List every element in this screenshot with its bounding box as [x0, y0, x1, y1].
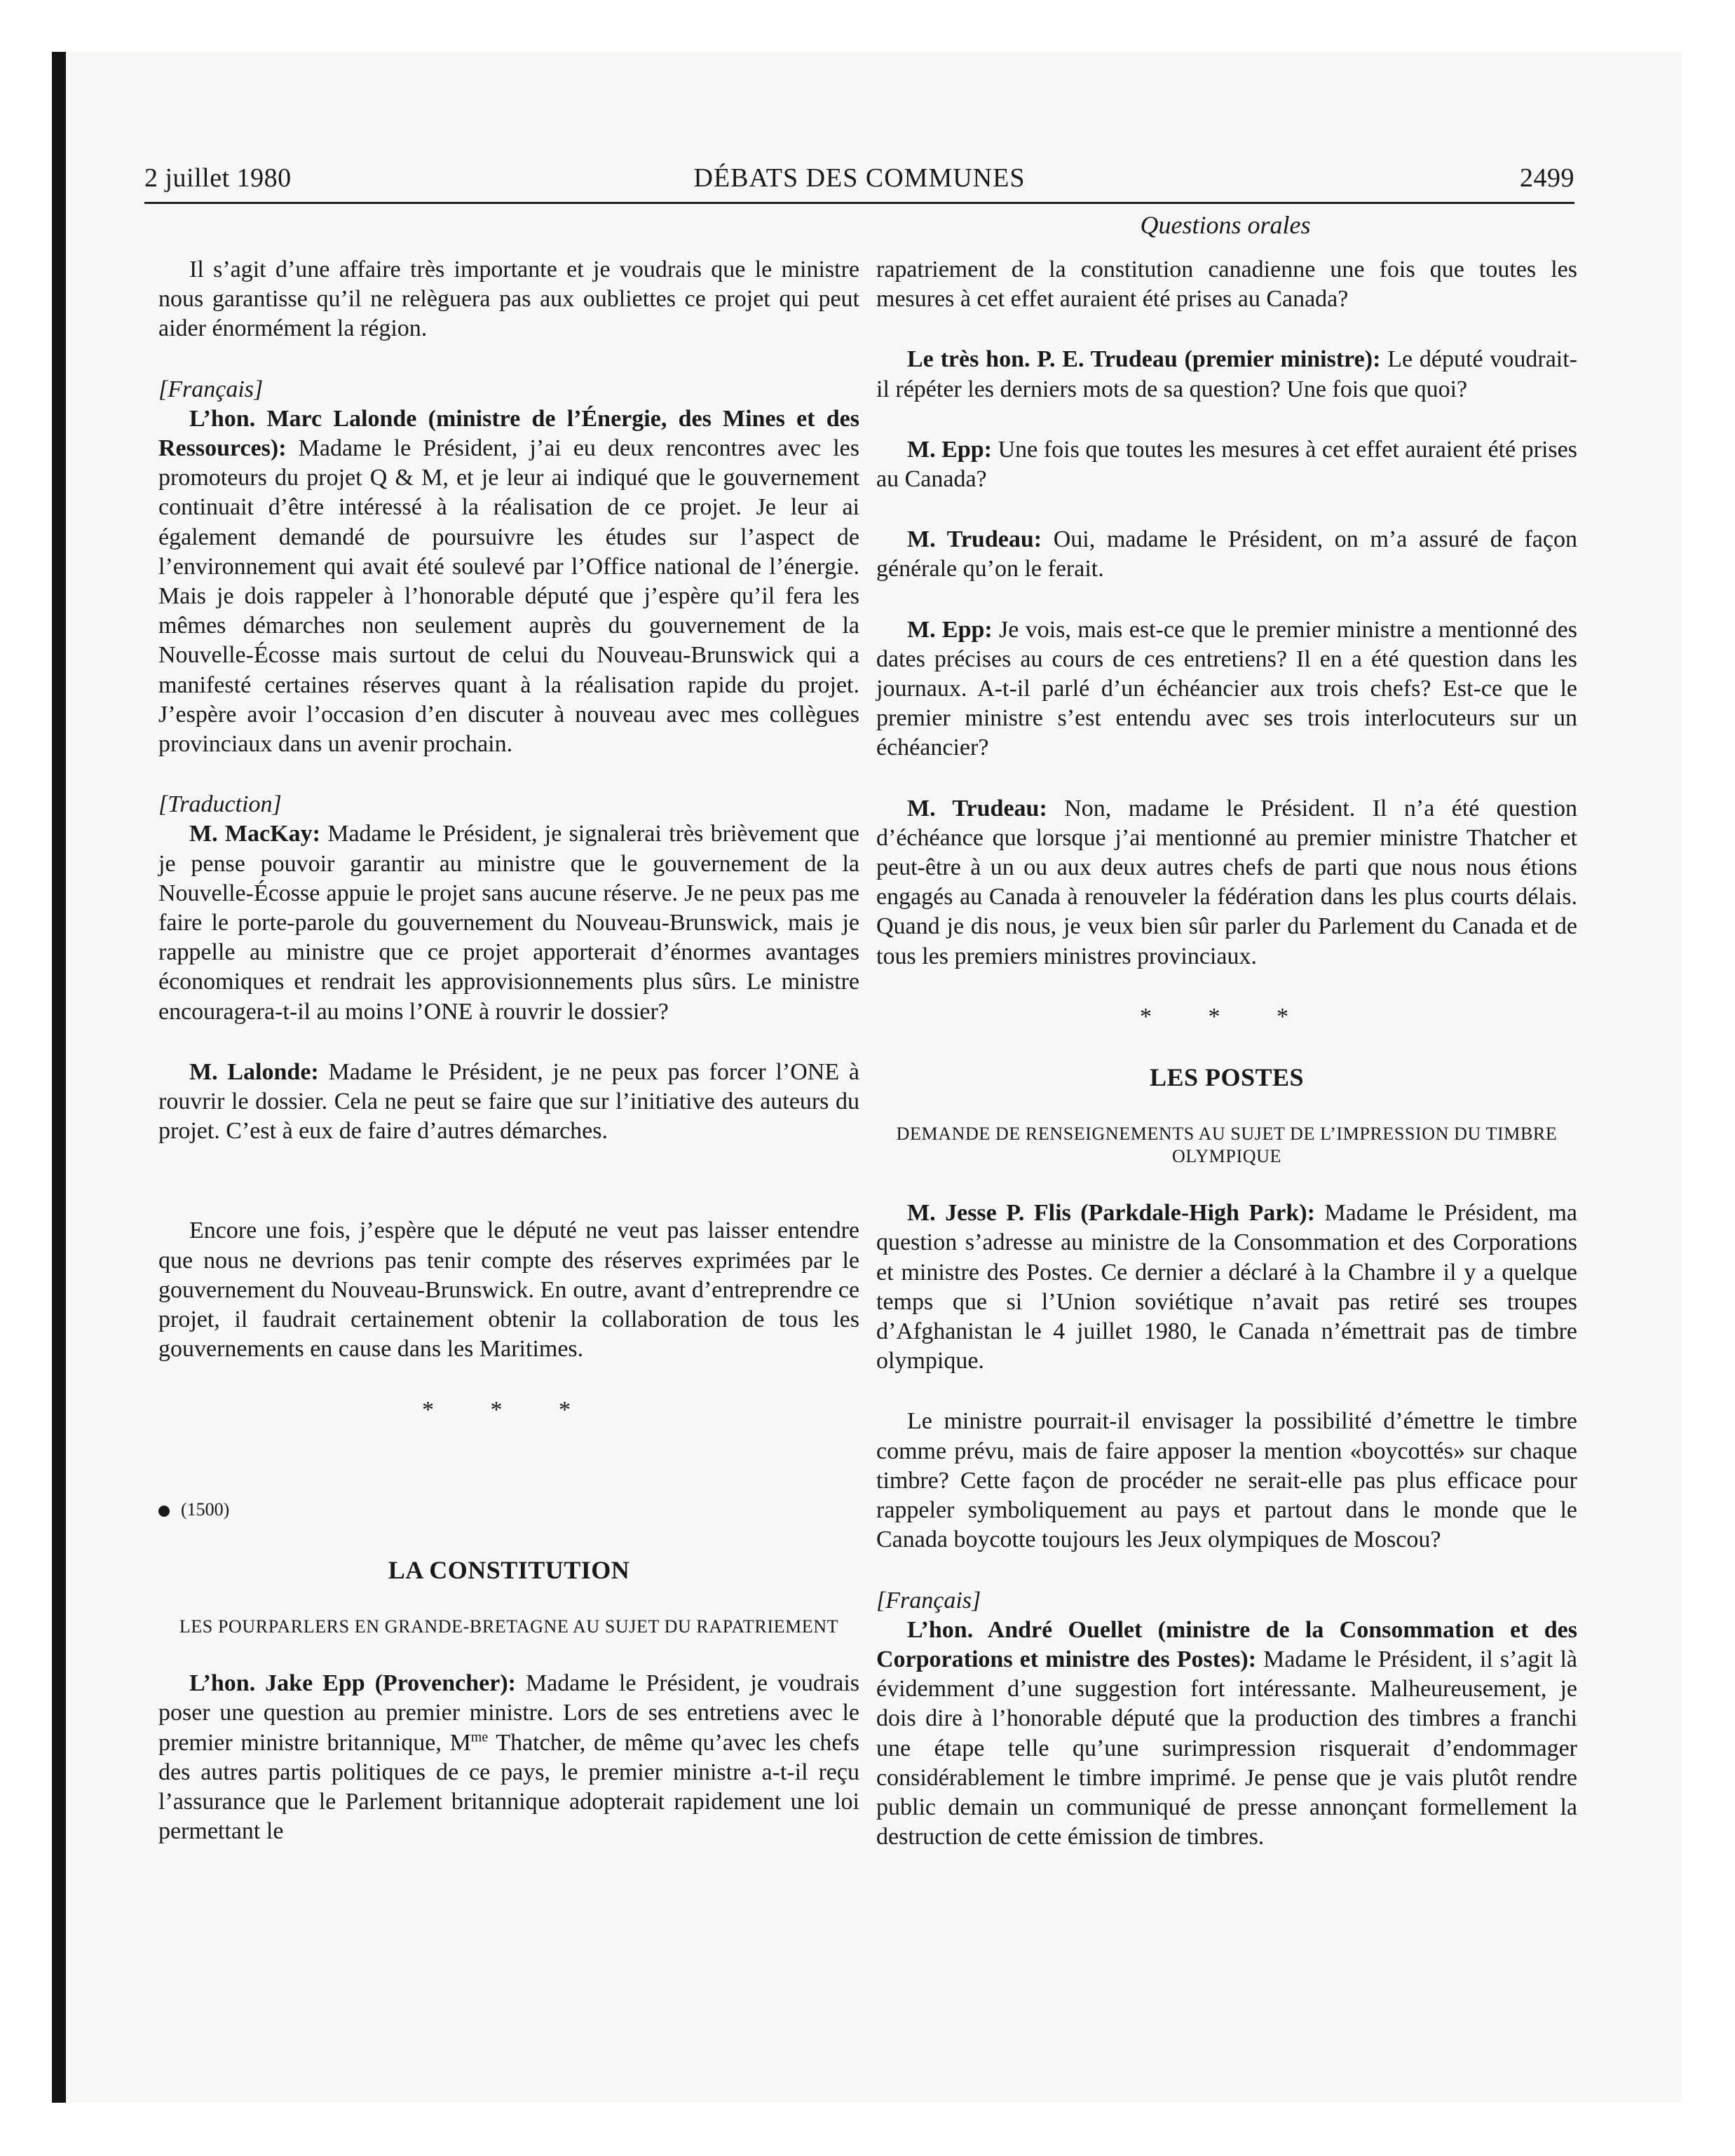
section-heading: LA CONSTITUTION — [388, 1555, 630, 1584]
speech-text: Non, madame le Président. Il n’a été question d’échéance que lorsque j’ai mentionné au premier ministre Thatcher et peut-être à un ou aux deux autres chefs de parti que nous nous étions engagés au Canada à renouveler la fédération dans les plus courts délais. Quand je dis nous, je veux bien sûr parler du Parlement du Canada et de tous les premiers ministres provinciaux. — [876, 795, 1577, 969]
scan-edge-bar — [52, 52, 66, 2103]
paragraph — [158, 1669, 859, 1846]
paragraph — [158, 404, 859, 759]
speaker-name: M. Trudeau: — [907, 795, 1047, 821]
header-title: DÉBATS DES COMMUNES — [693, 163, 1026, 193]
section-label: Questions orales — [1140, 211, 1311, 239]
speech-text: Madame le Président, ma question s’adresse au ministre de la Consommation et des Corporations et ministre des Postes. Ce dernier a déclaré à la Chambre il y a quelque temps que si l’Union soviétique n’avait pas retiré ses troupes d’Afghanistan le 4 juillet 1980, le Canada n’émettrait pas de timbre olympique. — [876, 1200, 1578, 1374]
paragraph — [876, 1199, 1577, 1376]
subsection-heading: LES POURPARLERS EN GRANDE-BRETAGNE AU SUJET DU RAPATRIEMENT — [179, 1616, 839, 1637]
speech-text: Une fois que toutes les mesures à cet effet auraient été prises au Canada? — [876, 436, 1577, 493]
paragraph — [876, 615, 1577, 763]
paragraph — [158, 819, 859, 1026]
speech-text: Madame le Président, il s’agit là évidemment d’une suggestion fort intéressante. Malheureusement, je dois dire à l’honorable député que la production des timbres a franchi une étape telle qu’une surimpression risquerait d’endommager considérablement le timbre imprimé. Je pense que je vais plutôt rendre public demain un communiqué de presse annonçant formellement la destruction de cette émission de timbres. — [876, 1646, 1577, 1850]
section-heading: LES POSTES — [1149, 1063, 1305, 1092]
paragraph — [876, 794, 1577, 971]
paragraph: Le ministre pourrait-il envisager la possibilité d’émettre le timbre comme prévu, mais de faire apposer la mention «boycottés» sur chaque timbre? Cette façon de procéder ne serait-elle pas plus efficace pour rappeler symboliquement au pays et partout dans le monde que le Canada boycotte toujours les Jeux olympiques de Moscou? — [876, 1408, 1577, 1553]
time-marker: (1500) — [158, 1495, 859, 1524]
speech-text: Je vois, mais est-ce que le premier ministre a mentionné des dates précises au cours de ces entretiens? Il en a été question dans les journaux. A-t-il parlé d’un échéancier aux trois chefs? Est-ce que le premier ministre s’est entendu avec ses trois interlocuteurs sur un échéancier? — [876, 616, 1577, 761]
page-number: 2499 — [1520, 163, 1574, 193]
speech-text: Madame le Président, je signalerai très brièvement que je pense pouvoir garantir au ministre que le gouvernement de la Nouvelle-Écosse appuie le projet sans aucune réserve. Je ne peux pas me faire le porte-parole du gouvernement du Nouveau-Brunswick, mais je rappelle au ministre que ce projet apporterait d’énormes avantages économiques et rendrait les approvisionnements plus sûrs. Le ministre encouragera-t-il au moins l’ONE à rouvrir le dossier? — [158, 821, 859, 1025]
paragraph — [158, 1058, 859, 1147]
speech-text: Madame le Président, je voudrais poser une question au premier ministre. Lors de ses entretiens avec le premier ministre britannique, M — [158, 1670, 859, 1756]
speaker-name: M. MacKay: — [189, 821, 320, 847]
speech-text: Oui, madame le Président, on m’a assuré de façon générale qu’on le ferait. — [876, 526, 1577, 582]
speaker-name: M. Epp: — [907, 616, 993, 643]
section-separator: * * * — [1140, 1003, 1314, 1030]
header-rule — [144, 202, 1574, 204]
speaker-name: L’hon. Jake Epp (Provencher): — [189, 1670, 516, 1697]
left-column — [158, 255, 859, 1846]
speaker-name: M. Epp: — [907, 436, 992, 463]
language-marker: [Français] — [158, 376, 264, 402]
paragraph — [876, 345, 1577, 404]
speaker-name: L’hon. Marc Lalonde (ministre de l’Énergie, des Mines et des Ressources): — [158, 405, 859, 462]
superscript: me — [470, 1729, 489, 1745]
subsection-heading: DEMANDE DE RENSEIGNEMENTS AU SUJET DE L’IMPRESSION DU TIMBRE OLYMPIQUE — [896, 1124, 1558, 1167]
section-separator: * * * — [422, 1396, 596, 1423]
paragraph: Il s’agit d’une affaire très importante et je voudrais que le ministre nous garantisse qu’il ne relèguera pas aux oubliettes ce projet qui peut aider énormément la région. — [158, 257, 859, 342]
language-marker: [Français] — [876, 1587, 981, 1613]
speaker-name: Le très hon. P. E. Trudeau (premier ministre): — [907, 346, 1381, 373]
paragraph: Encore une fois, j’espère que le député ne veut pas laisser entendre que nous ne devrions pas tenir compte des réserves exprimées par le gouvernement du Nouveau-Brunswick. En outre, avant d’entreprendre ce projet, il faudrait certainement obtenir la collaboration de tous les gouvernements en cause dans les Maritimes. — [158, 1217, 859, 1363]
speech-text: Madame le Président, je ne peux pas forcer l’ONE à rouvrir le dossier. Cela ne peut se faire que sur l’initiative des auteurs du projet. C’est à eux de faire d’autres démarches. — [158, 1058, 859, 1145]
speaker-name: L’hon. André Ouellet (ministre de la Consommation et des Corporations et ministre des Postes): — [876, 1616, 1577, 1672]
paragraph — [876, 525, 1577, 584]
right-column — [876, 255, 1577, 1852]
page-header — [144, 163, 1574, 205]
speech-text: Thatcher, de même qu’avec les chefs des autres partis politiques de ce pays, le premier ministre a-t-il reçu l’assurance que le Parlement britannique adopterait rapidement une loi permettant le — [158, 1729, 859, 1845]
speaker-name: M. Jesse P. Flis (Parkdale-High Park): — [907, 1200, 1315, 1227]
paragraph — [876, 435, 1577, 494]
speaker-name: M. Trudeau: — [907, 526, 1042, 553]
speech-text: Madame le Président, j’ai eu deux rencontres avec les promoteurs du projet Q & M, et je leur ai indiqué que le gouvernement continuait d’être intéressé à la réalisation de ce projet. Je leur ai également demandé de poursuivre les études sur l’aspect de l’environnement qui avait été soulevé par l’Office national de l’énergie. Mais je dois rappeler à l’honorable député que j’espère qu’il fera les mêmes démarches non seulement auprès du gouvernement de la Nouvelle-Écosse mais surtout de celui du Nouveau-Brunswick qui a manifesté certaines réserves quant à la réalisation rapide du projet. J’espère avoir l’occasion d’en discuter à nouveau avec mes collègues provinciaux dans un avenir prochain. — [158, 435, 859, 758]
speech-text: Le député voudrait-il répéter les derniers mots de sa question? Une fois que quoi? — [876, 346, 1577, 402]
paragraph: rapatriement de la constitution canadienne une fois que toutes les mesures à cet effet auraient été prises au Canada? — [876, 257, 1577, 313]
speaker-name: M. Lalonde: — [189, 1058, 319, 1085]
paragraph — [876, 1616, 1577, 1853]
language-marker: [Traduction] — [158, 791, 282, 818]
header-date: 2 juillet 1980 — [144, 163, 292, 193]
bullet-icon — [158, 1506, 170, 1517]
